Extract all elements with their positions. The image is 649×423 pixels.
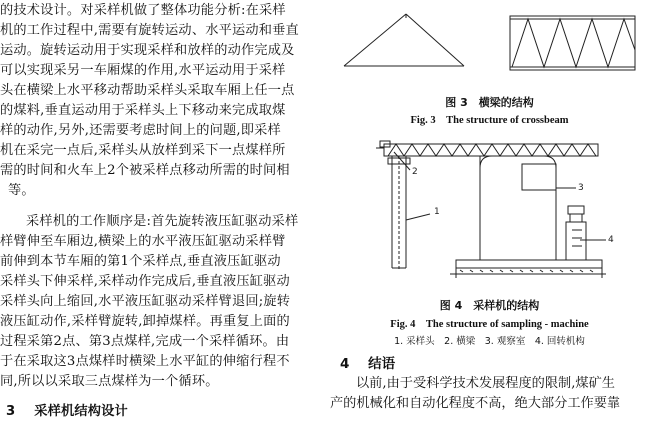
text-line: 可以实现采另一车厢煤的作用,水平运动用于采样 — [0, 63, 286, 78]
text-line: 的技术设计。对采样机做了整体功能分析:在采样 — [0, 3, 286, 18]
text-line: 采样头向上缩回,水平液压缸驱动采样臂退回;旋转 — [0, 294, 291, 309]
section-3-number: 3 — [6, 404, 16, 419]
section-4-heading — [340, 352, 395, 372]
conclusion-line-1: 以前,由于受科学技术发展程度的限制,煤矿生 — [356, 376, 615, 391]
text-line: 样臂伸至车厢边,横梁上的水平液压缸驱动采样臂 — [0, 234, 286, 249]
sampling-head-part — [388, 156, 410, 271]
observation-room-part — [480, 156, 556, 260]
text-line: 头在横梁上水平移动帮助采样头采取车厢上任一点 — [0, 83, 295, 98]
right-column — [330, 0, 649, 423]
figure-4-legend: 1. 采样头 2. 横梁 3. 观察室 4. 回转机构 — [394, 336, 585, 347]
crossbeam-rect-view — [510, 16, 635, 70]
section-4-title: 结语 — [368, 356, 396, 372]
callout-3: 3 — [578, 183, 584, 193]
crossbeam-triangle-view — [344, 14, 464, 66]
callout-4: 4 — [608, 235, 614, 245]
text-line: 样的动作,另外,还需要考虑时间上的问题,即采样 — [0, 123, 281, 138]
section-4-number: 4 — [340, 356, 350, 372]
text-line: 采样头下伸采样,采样动作完成后,垂直液压缸驱动 — [0, 274, 290, 289]
section-3-heading — [6, 402, 128, 422]
callout-1: 1 — [434, 207, 440, 217]
text-line: 液压缸动作,采样臂旋转,卸掉煤样。再重复上面的 — [0, 314, 290, 329]
text-line: 需的时间和火车上2个被采样点移动所需的时间相 — [0, 163, 290, 178]
text-line: 同,所以以采取三点煤样为一个循环。 — [0, 374, 219, 389]
figure-3-caption-en: Fig. 3 The structure of crossbeam — [410, 115, 569, 126]
conclusion-line-2: 产的机械化和自动化程度不高，绝大部分工作要靠 — [330, 396, 621, 411]
text-line: 的煤料,垂直运动用于采样头上下移动来完成取煤 — [0, 103, 286, 118]
text-line: 机的工作过程中,需要有旋转运动、水平运动和垂直 — [0, 23, 299, 38]
text-line: 前伸到本节车厢的第1个采样点,垂直液压缸驱动 — [0, 254, 281, 269]
base-ground-part — [450, 260, 606, 278]
figure-3-drawing — [330, 0, 649, 90]
slewing-mechanism-part — [566, 206, 586, 260]
figure-4-caption-cn: 图 4 采样机的结构 — [439, 299, 540, 312]
text-line: 于在采取这3点煤样时横梁上水平缸的伸缩行程不 — [0, 354, 290, 369]
text-line: 运动。旋转运动用于实现采样和放样的动作完成及 — [0, 43, 295, 58]
figure-4-drawing — [330, 128, 649, 288]
section-3-title: 采样机结构设计 — [34, 404, 128, 419]
crossbeam-part — [376, 141, 598, 156]
figure-3-caption-cn: 图 3 横梁的结构 — [445, 96, 534, 109]
text-line: 过程采第2点、第3点煤样,完成一个采样循环。由 — [0, 334, 290, 349]
text-line: 采样机的工作顺序是:首先旋转液压缸驱动采样 — [26, 214, 299, 229]
figure-4-caption-en: Fig. 4 The structure of sampling - machine — [390, 319, 589, 330]
text-line: 机在采完一点后,采样头从放样到采下一点煤样所 — [0, 143, 286, 158]
text-line: 等。 — [8, 183, 35, 198]
callout-2: 2 — [412, 167, 418, 177]
